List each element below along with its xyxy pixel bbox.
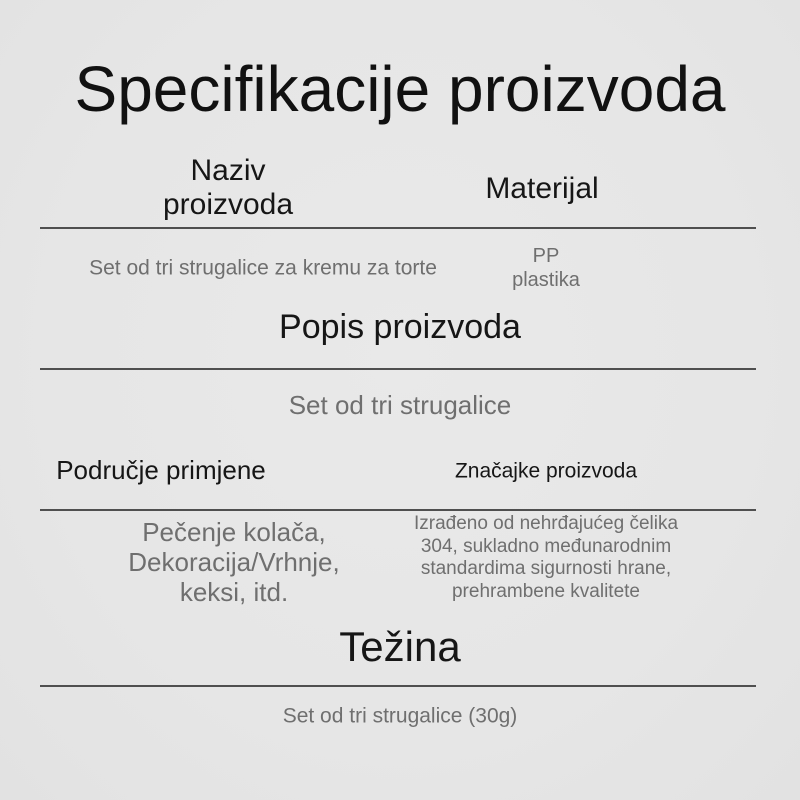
application-area-line: keksi, itd. (179, 577, 289, 607)
material-value (512, 244, 580, 292)
product-features-label: Značajke proizvoda (454, 459, 638, 483)
material-value-line: plastika (512, 269, 580, 291)
divider (40, 227, 756, 229)
weight-value: Set od tri strugalice (30g) (282, 704, 518, 728)
product-name-label (163, 154, 293, 222)
product-name-value: Set od tri strugalice za kremu za torte (89, 256, 437, 280)
weight-label: Težina (339, 623, 461, 670)
material-label: Materijal (485, 172, 599, 205)
product-features-line: standardima sigurnosti hrane, (420, 558, 672, 579)
product-list-label: Popis proizvoda (279, 308, 521, 346)
product-name-label-line: proizvoda (162, 188, 294, 221)
application-area-line: Dekoracija/Vrhnje, (128, 547, 340, 577)
divider (40, 368, 756, 370)
product-features-line: 304, sukladno međunarodnim (420, 535, 672, 557)
product-features-line: Izrađeno od nehrđajućeg čelika (413, 513, 679, 534)
application-area-line: Pečenje kolača, (142, 517, 326, 547)
material-value-line: PP (532, 245, 560, 267)
product-features-line: prehrambene kvalitete (451, 580, 640, 602)
divider (40, 685, 756, 687)
product-features-value (414, 513, 678, 603)
application-area-label: Područje primjene (56, 455, 266, 485)
divider (40, 509, 756, 511)
application-area-value (128, 517, 339, 607)
product-list-value: Set od tri strugalice (288, 390, 512, 420)
product-name-label-line: Naziv (190, 154, 266, 187)
page-title: Specifikacije proizvoda (74, 53, 726, 125)
